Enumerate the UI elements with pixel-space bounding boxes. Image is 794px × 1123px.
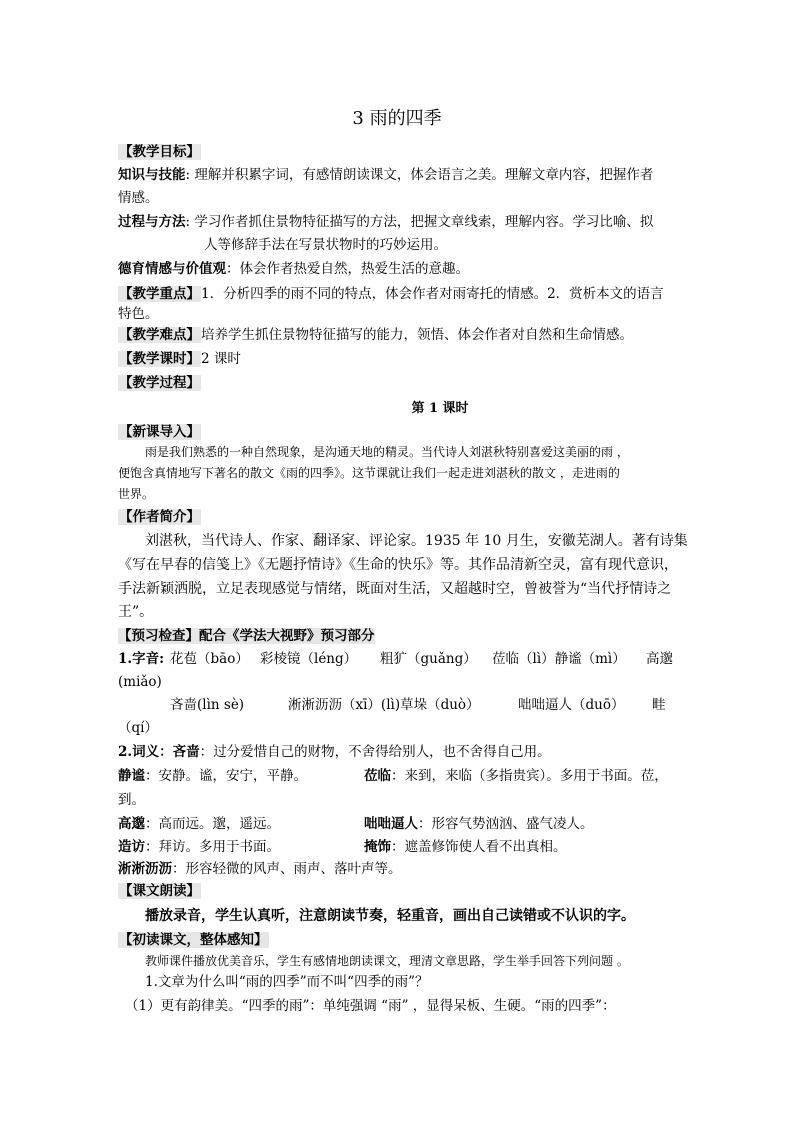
intro-text-2: 便饱含真情地写下著名的散文《雨的四季》。这节课就让我们一起走进刘湛秋的散文 ，走进雨的 xyxy=(118,466,620,480)
author-text-4: 王”。 xyxy=(118,604,154,620)
pron-item-11: （qí） xyxy=(118,720,158,736)
vocab-def-3-cont: 到。 xyxy=(118,792,145,808)
pron-item-6: (miǎo) xyxy=(118,674,162,690)
document-title: 3 雨的四季 xyxy=(352,108,442,129)
first-read-text-3: （1）更有韵律美。“四季的雨”：单纯强调 “雨” ，显得呆板、生硬。“雨的四季”： xyxy=(125,998,616,1014)
vocab-word-3: 莅临 xyxy=(364,768,391,784)
author-text-1: 刘湛秋，当代诗人、作家、翻译家、评论家。1935 年 10 月生，安徽芜湖人。著有诗集 xyxy=(145,533,688,549)
vocab-word-2: 静谧 xyxy=(118,768,145,784)
reading-header: 【课文朗读】 xyxy=(119,883,200,899)
vocab-def-6: ：拜访。多用于书面。 xyxy=(145,839,280,855)
vocab-label: 2.词义： xyxy=(118,744,173,760)
vocab-line-1 xyxy=(118,741,678,763)
reading-header-line xyxy=(118,880,678,902)
vocab-def-8: ：形容轻微的风声、雨声、落叶声等。 xyxy=(172,861,402,877)
vocab-def-2: ：安静。谧，安宁，平静。 xyxy=(145,768,307,784)
first-read-text-1: 教师课件播放优美音乐，学生有感情地朗读课文，理清文章思路，学生举手回答下列问题 。 xyxy=(145,954,629,968)
lesson-heading: 第 1 课时 xyxy=(411,401,469,416)
key-points-text-1: 1．分析四季的雨不同的特点，体会作者对雨寄托的情感。2．赏析本文的语言 xyxy=(201,286,664,302)
vocab-item-4 xyxy=(118,813,280,835)
values-line xyxy=(118,258,678,280)
process-method-line-1 xyxy=(118,211,678,233)
author-text-3: 手法新颖洒脱，立足表现感觉与情绪，既面对生活，又超越时空，曾被誉为“当代抒情诗之 xyxy=(118,581,672,597)
first-read-header: 【初读课文，整体感知】 xyxy=(119,932,268,948)
vocab-item-3 xyxy=(364,765,668,787)
vocab-word-8: 淅淅沥沥 xyxy=(118,861,172,877)
hours-label: 【教学课时】 xyxy=(119,351,200,367)
difficulty-label: 【教学难点】 xyxy=(119,327,200,343)
values-label: 德育情感与价值观 xyxy=(118,261,226,277)
pron-item-5: 高邈 xyxy=(646,651,673,667)
pron-item-3: 粗犷（guǎng） xyxy=(380,651,477,667)
key-points-line-1 xyxy=(118,283,678,305)
vocab-item-7 xyxy=(364,836,567,858)
pron-item-9: 咄咄逼人（duō） xyxy=(518,697,625,713)
author-text-2: 《写在早春的信笺上》《无题抒情诗》《生命的快乐》等。其作品清新空灵，富有现代意识， xyxy=(118,557,678,573)
key-points-line-2: 特色。 xyxy=(118,306,159,322)
process-line xyxy=(118,372,678,394)
vocab-item-2 xyxy=(118,765,307,787)
vocab-def-7: ：遮盖修饰使人看不出真相。 xyxy=(391,839,567,855)
pronunciation-label xyxy=(118,648,164,670)
vocab-word-6: 造访 xyxy=(118,839,145,855)
process-method-label: 过程与方法 xyxy=(118,214,186,230)
vocab-item-6 xyxy=(118,836,280,858)
key-points-label: 【教学重点】 xyxy=(119,286,200,302)
hours-text: 2 课时 xyxy=(201,351,241,367)
vocab-def-1: ：过分爱惜自己的财物，不舍得给别人，也不舍得自己用。 xyxy=(199,744,551,760)
pron-item-4: 莅临（lì）静谧（mì） xyxy=(492,651,626,667)
vocab-word-1: 吝啬 xyxy=(172,744,200,760)
vocab-word-7: 掩饰 xyxy=(364,839,391,855)
pronunciation-label-text: 1.字音: xyxy=(118,651,165,667)
knowledge-text-1: : 理解并积累字词，有感情朗读课文，体会语言之美。理解文章内容，把握作者 xyxy=(185,167,654,183)
vocab-item-8 xyxy=(118,858,402,880)
first-read-header-line xyxy=(118,929,678,951)
process-method-text-1: : 学习作者抓住景物特征描写的方法，把握文章线索，理解内容。学习比喻、拟 xyxy=(185,214,654,230)
pron-item-2: 彩棱镜（léng） xyxy=(260,651,358,667)
knowledge-line-2: 情感。 xyxy=(118,190,159,206)
knowledge-line-1 xyxy=(118,164,678,186)
difficulty-text: 培养学生抓住景物特征描写的能力，领悟、体会作者对自然和生命情感。 xyxy=(201,327,633,343)
author-header: 【作者简介】 xyxy=(119,509,200,525)
values-text: ：体会作者热爱自然，热爱生活的意趣。 xyxy=(226,261,469,277)
intro-header: 【新课导入】 xyxy=(119,424,200,440)
hours-line xyxy=(118,348,678,370)
pron-item-7: 吝啬(lìn sè) xyxy=(170,697,245,713)
intro-text-1: 雨是我们熟悉的一种自然现象，是沟通天地的精灵。当代诗人刘湛秋特别喜爱这美丽的雨 ， xyxy=(145,445,629,459)
author-header-line xyxy=(118,506,678,528)
vocab-def-4: ：高而远。邈，遥远。 xyxy=(145,816,280,832)
objectives-header: 【教学目标】 xyxy=(119,144,200,160)
reading-text: 播放录音，学生认真听，注意朗读节奏，轻重音，画出自己读错或不认识的字。 xyxy=(145,908,635,924)
preview-label: 【预习检查】配合《学法大视野》预习部分 xyxy=(118,628,375,644)
objectives-header-line xyxy=(118,141,678,163)
pron-item-1: 花苞（bāo） xyxy=(170,651,249,667)
first-read-text-2: 1.文章为什么叫“雨的四季”而不叫“四季的雨”？ xyxy=(145,974,429,990)
process-method-line-2: 人等修辞手法在写景状物时的巧妙运用。 xyxy=(204,237,447,253)
vocab-item-5 xyxy=(364,813,594,835)
pron-item-8: 淅淅沥沥（xī）(lì)草垛（duò） xyxy=(288,697,480,713)
pron-item-10: 畦 xyxy=(652,697,666,713)
process-label: 【教学过程】 xyxy=(119,375,200,391)
vocab-word-4: 高邈 xyxy=(118,816,145,832)
difficulty-line xyxy=(118,324,678,346)
intro-text-3: 世界。 xyxy=(118,487,155,501)
preview-header-line xyxy=(118,625,678,647)
vocab-word-5: 咄咄逼人 xyxy=(364,816,418,832)
knowledge-label: 知识与技能 xyxy=(118,167,186,183)
vocab-def-3: ：来到，来临（多指贵宾）。多用于书面。莅， xyxy=(391,768,668,784)
intro-header-line xyxy=(118,421,678,443)
vocab-def-5: ：形容气势汹汹、盛气凌人。 xyxy=(418,816,594,832)
